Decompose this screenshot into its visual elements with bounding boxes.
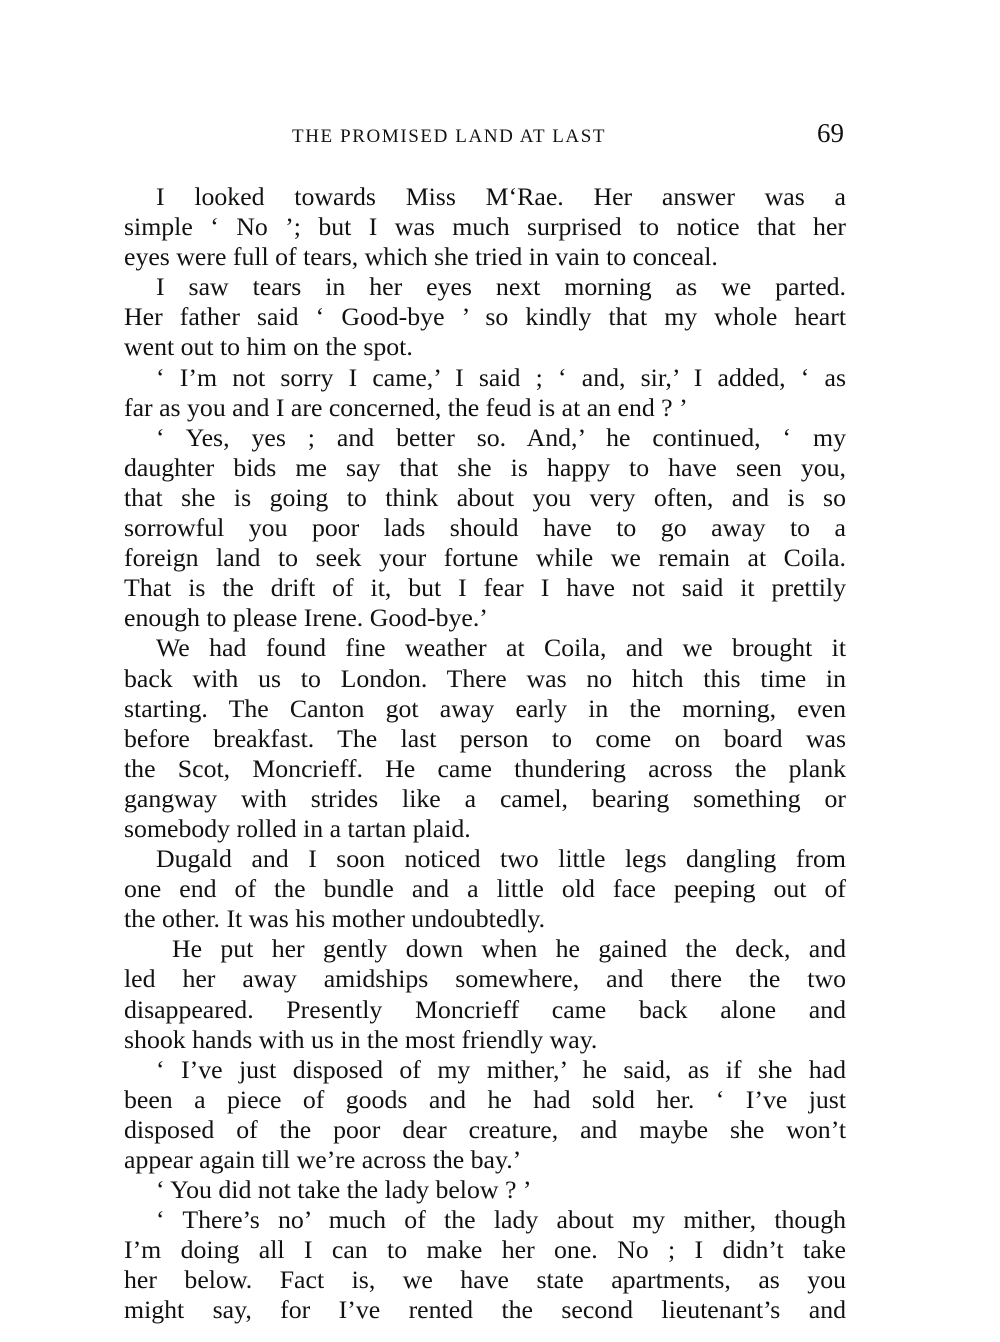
text-line: shook hands with us in the most friendly way. [124,1024,598,1054]
text-line: appear again till we’re across the bay.’ [124,1145,522,1174]
text-line: been a piece of goods and he had sold her. ‘ I’ve just [124,1084,846,1114]
text-line: the other. It was his mother undoubtedly. [124,904,546,934]
text-line: We had found fine weather at Coila, and we brought it [156,633,846,663]
text-line: ‘ I’ve just disposed of my mither,’ he said, as if she had [156,1054,846,1084]
text-line: daughter bids me say that she is happy to have seen you, [124,452,846,482]
text-line: far as you and I are concerned, the feud is at an end ? ’ [124,392,688,422]
text-line: sorrowful you poor lads should have to go away to a [124,513,846,543]
text-line: the Scot, Moncrieff. He came thundering across the plank [124,753,846,783]
text-line: one end of the bundle and a little old face peeping out of [124,874,846,904]
text-line: led her away amidships somewhere, and there the two [124,964,846,994]
text-line: gangway with strides like a camel, bearing something or [124,783,846,813]
text-line: that she is going to think about you very often, and is so [124,482,846,512]
text-line: went out to him on the spot. [124,332,413,362]
text-line: enough to please Irene. Good-bye.’ [124,603,488,633]
text-line: somebody rolled in a tartan plaid. [124,813,471,843]
page-header [124,118,846,158]
text-line: Dugald and I soon noticed two little legs dangling from [156,844,846,874]
text-line: ‘ There’s no’ much of the lady about my mither, though [156,1205,846,1235]
body-text [124,182,846,1326]
running-title: THE PROMISED LAND AT LAST [292,126,607,147]
text-line: eyes were full of tears, which she tried in vain to conceal. [124,242,718,272]
book-page [124,118,846,1326]
text-line: foreign land to seek your fortune while we remain at Coila. [124,543,846,573]
text-line: ‘ You did not take the lady below ? ’ [156,1175,532,1205]
page-number: 69 [817,118,844,148]
text-line: ‘ Yes, yes ; and better so. And,’ he continued, ‘ my [156,422,846,452]
text-line: He put her gently down when he gained the deck, and [172,934,846,964]
text-line: ‘ I’m not sorry I came,’ I said ; ‘ and, sir,’ I added, ‘ as [156,362,846,392]
text-line: That is the drift of it, but I fear I have not said it prettily [124,573,846,603]
text-line: her below. Fact is, we have state apartments, as you [124,1265,846,1295]
text-line: I saw tears in her eyes next morning as we parted. [156,272,846,302]
text-line: starting. The Canton got away early in the morning, even [124,693,846,723]
text-line: might say, for I’ve rented the second lieutenant’s and [124,1295,846,1325]
text-line: disappeared. Presently Moncrieff came back alone and [124,994,846,1024]
text-line: before breakfast. The last person to come on board was [124,723,846,753]
text-line: disposed of the poor dear creature, and maybe she won’t [124,1114,846,1144]
text-line: simple ‘ No ’; but I was much surprised to notice that her [124,212,846,242]
text-line: back with us to London. There was no hitch this time in [124,663,846,693]
text-line: Her father said ‘ Good-bye ’ so kindly that my whole heart [124,302,846,332]
text-line: I looked towards Miss M‘Rae. Her answer was a [156,182,846,211]
text-line: I’m doing all I can to make her one. No ; I didn’t take [124,1235,846,1265]
